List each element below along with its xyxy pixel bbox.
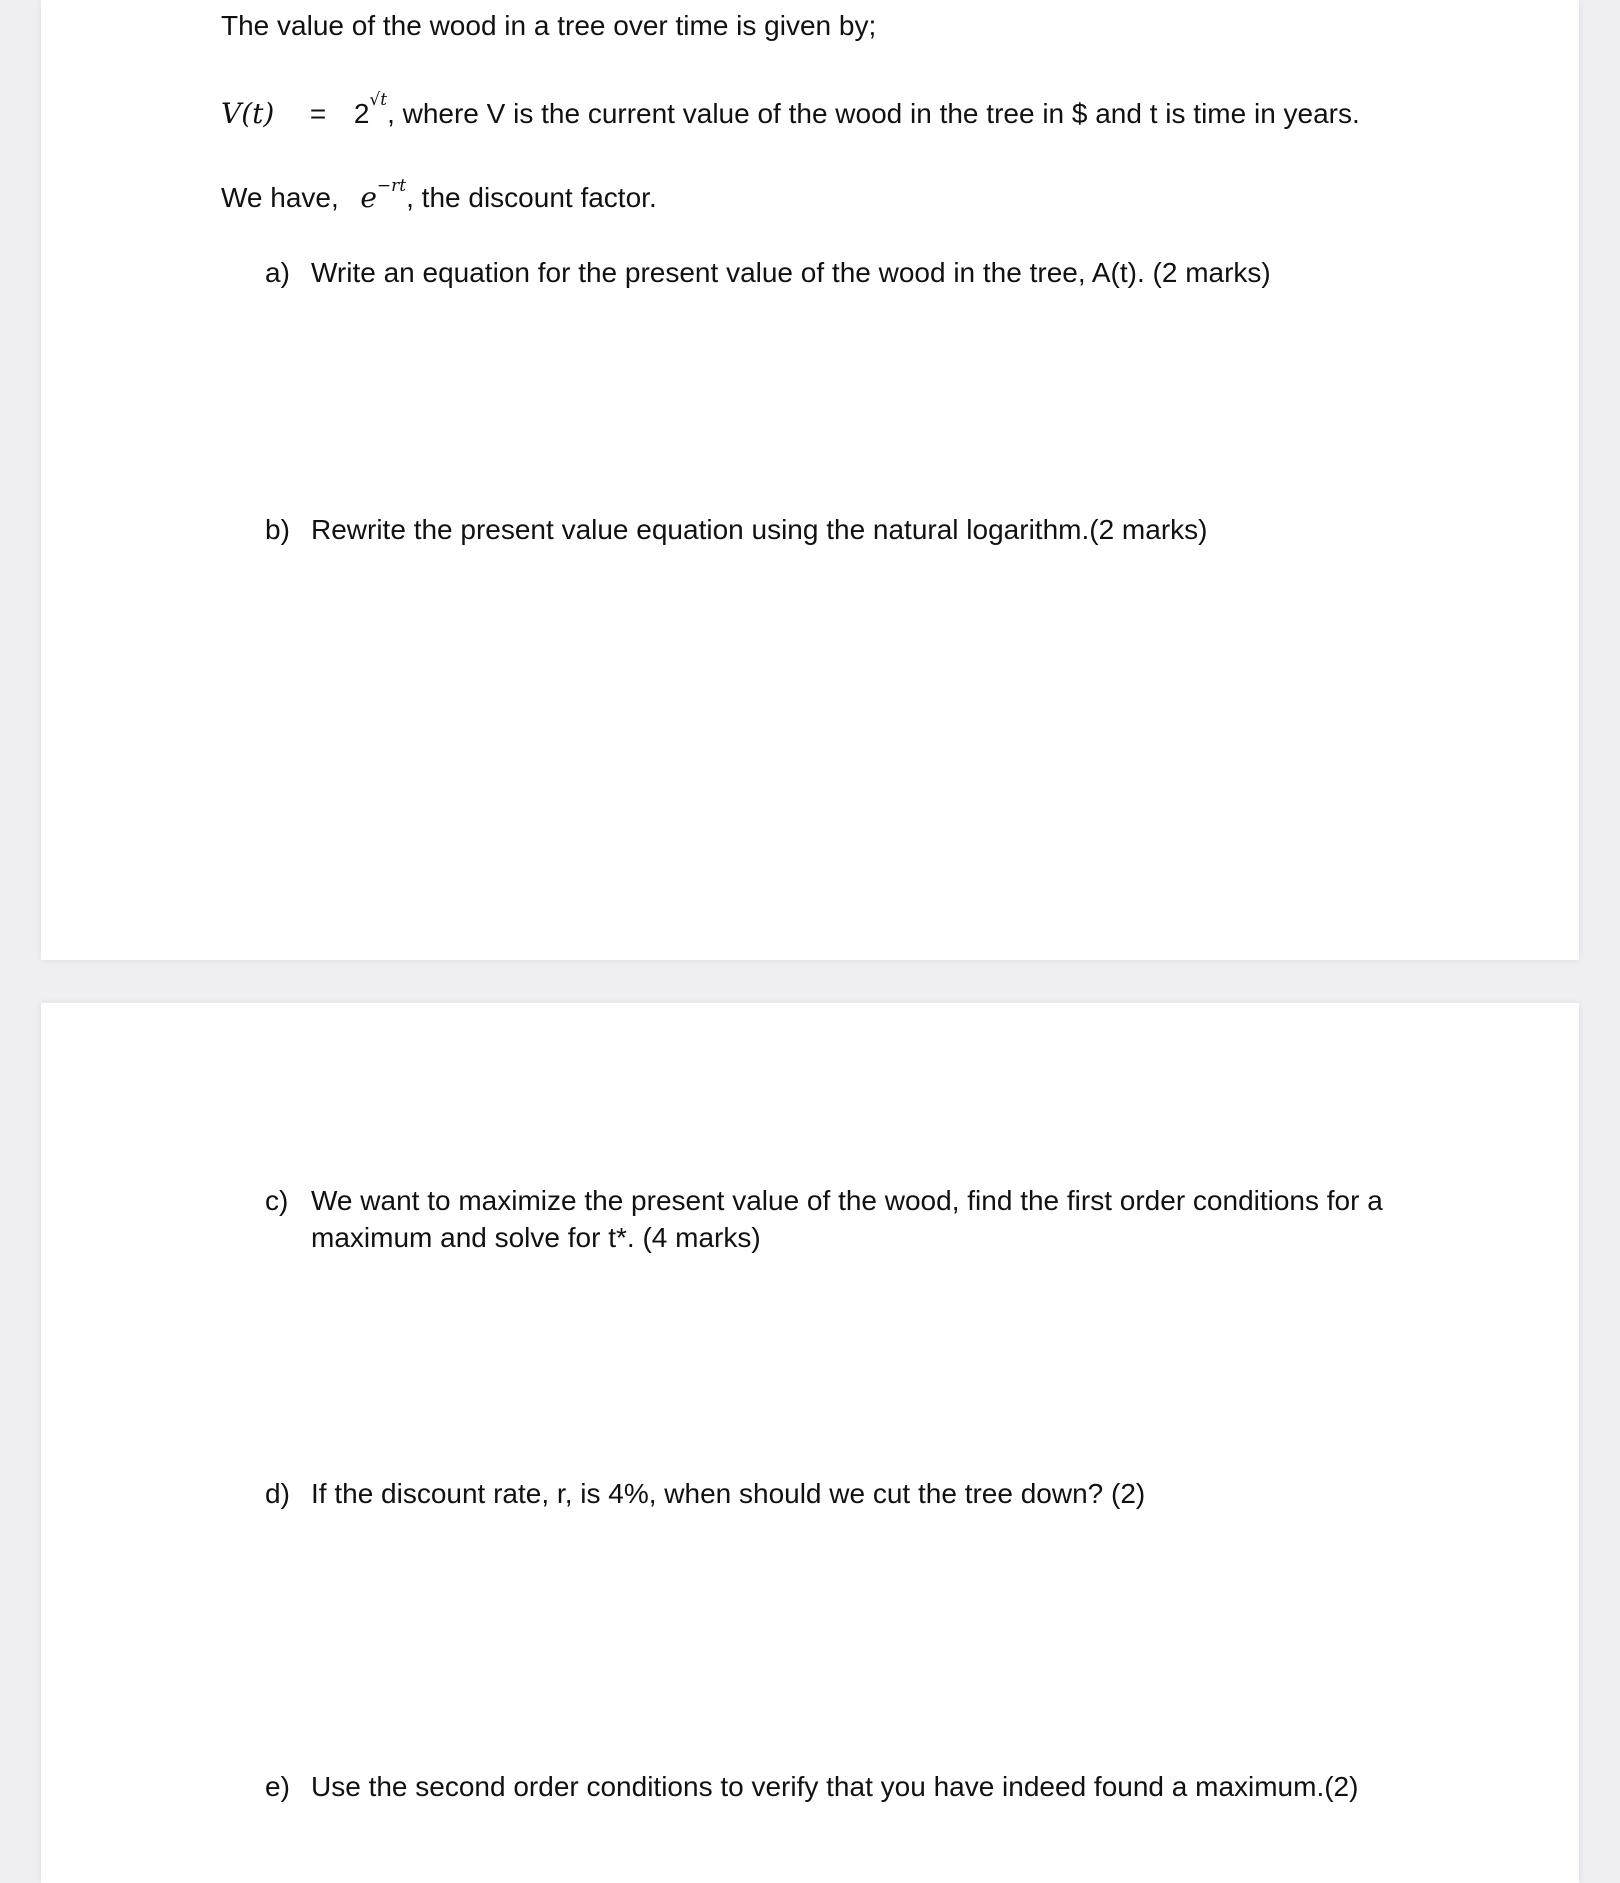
question-d — [265, 1475, 1465, 1515]
question-e-label: e) — [265, 1771, 290, 1802]
question-c — [265, 1182, 1515, 1262]
question-d-text: If the discount rate, r, is 4%, when should we cut the tree down? (2) — [311, 1478, 1146, 1509]
discount-symbol: e — [360, 181, 377, 214]
question-c-line1: We want to maximize the present value of the wood, find the first order conditions for a — [311, 1185, 1383, 1216]
intro-text: The value of the wood in a tree over time is given by; — [221, 10, 877, 41]
question-d-label: d) — [265, 1478, 290, 1509]
discount-suffix: , the discount factor. — [406, 182, 657, 213]
equation-exponent: √t — [369, 90, 388, 110]
question-c-label: c) — [265, 1185, 289, 1216]
equation-base: 2 — [353, 98, 370, 129]
discount-prefix: We have, — [221, 182, 339, 213]
document-page-2 — [41, 1003, 1579, 1883]
question-b-label: b) — [265, 514, 290, 545]
question-b-text: Rewrite the present value equation using the natural logarithm.(2 marks) — [311, 514, 1208, 545]
document-page-1 — [41, 0, 1579, 960]
question-b — [265, 511, 1465, 551]
question-e-text: Use the second order conditions to verify that you have indeed found a maximum.(2) — [311, 1771, 1359, 1802]
question-a — [265, 254, 1465, 294]
discount-exponent: −rt — [376, 176, 407, 196]
value-equation — [221, 90, 1360, 136]
question-e — [265, 1768, 1515, 1808]
discount-factor-line — [221, 176, 657, 220]
question-a-text: Write an equation for the present value of the wood in the tree, A(t). (2 marks) — [311, 257, 1271, 288]
question-c-line2: maximum and solve for t*. (4 marks) — [311, 1222, 761, 1253]
equation-description: , where V is the current value of the wood in the tree in $ and t is time in years. — [387, 98, 1360, 129]
question-a-label: a) — [265, 257, 290, 288]
equation-lhs: V(t) — [221, 97, 275, 130]
equation-equals: = — [309, 98, 327, 129]
